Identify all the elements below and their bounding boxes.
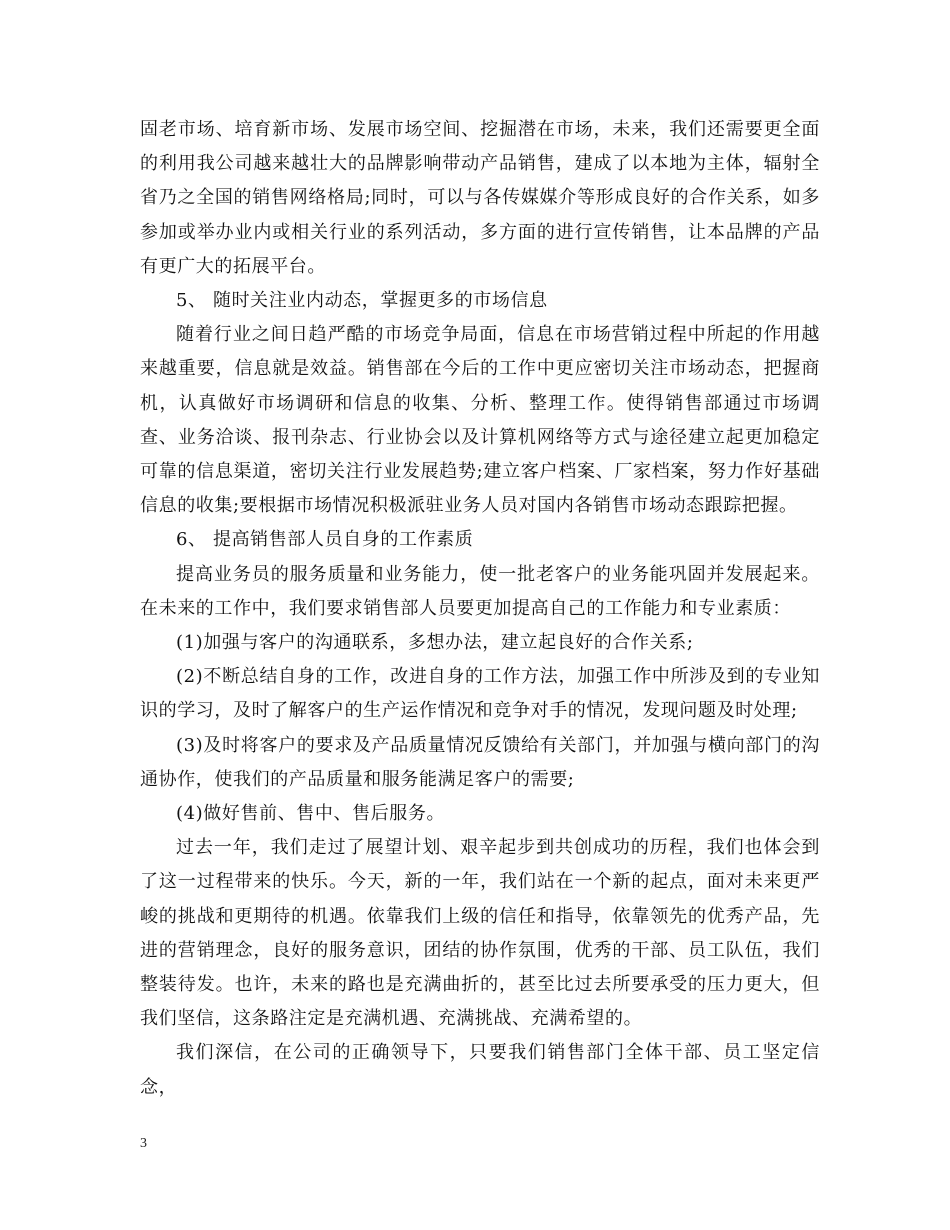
- paragraph-staff-quality: 提高业务员的服务质量和业务能力，使一批老客户的业务能巩固并发展起来。在未来的工作中，我们要求销售部人员要更加提高自己的工作能力和专业素质：: [140, 563, 820, 619]
- list-item-3: (3)及时将客户的要求及产品质量情况反馈给有关部门，并加强与横向部门的沟通协作，使我们的产品质量和服务能满足客户的需要;: [140, 734, 820, 790]
- page-number: 3: [140, 1136, 147, 1151]
- list-item-1: (1)加强与客户的沟通联系，多想办法，建立起良好的合作关系;: [176, 632, 694, 654]
- paragraph-market-expansion: 固老市场、培育新市场、发展市场空间、挖掘潜在市场，未来，我们还需要更全面的利用我公司越来越壮大的品牌影响带动产品销售，建成了以本地为主体，辐射全省乃之全国的销售网络格局;同时，可以与各传媒媒介等形成良好的合作关系，如多参加或举办业内或相关行业的系列活动，多方面的进行宣传销售，让本品牌的产品有更广大的拓展平台。: [140, 119, 820, 277]
- paragraph-conclusion: 我们深信，在公司的正确领导下，只要我们销售部门全体干部、员工坚定信念，: [140, 1042, 820, 1098]
- heading-item-6: 6、 提高销售部人员自身的工作素质: [176, 529, 474, 551]
- document-body: [140, 113, 820, 1105]
- list-item-4: (4)做好售前、售中、售后服务。: [176, 803, 446, 825]
- heading-item-5: 5、 随时关注业内动态，掌握更多的市场信息: [176, 290, 548, 312]
- list-item-2: (2)不断总结自身的工作，改进自身的工作方法，加强工作中所涉及到的专业知识的学习，及时了解客户的生产运作情况和竞争对手的情况，发现问题及时处理;: [140, 666, 820, 722]
- paragraph-past-year: 过去一年，我们走过了展望计划、艰辛起步到共创成功的历程，我们也体会到了这一过程带来的快乐。今天，新的一年，我们站在一个新的起点，面对未来更严峻的挑战和更期待的机遇。依靠我们上级的信任和指导，依靠领先的优秀产品，先进的营销理念，良好的服务意识，团结的协作氛围，优秀的干部、员工队伍，我们整装待发。也许，未来的路也是充满曲折的，甚至比过去所要承受的压力更大，但我们坚信，这条路注定是充满机遇、充满挑战、充满希望的。: [140, 837, 820, 1030]
- paragraph-market-information: 随着行业之间日趋严酷的市场竞争局面，信息在市场营销过程中所起的作用越来越重要，信息就是效益。销售部在今后的工作中更应密切关注市场动态，把握商机，认真做好市场调研和信息的收集、分析、整理工作。使得销售部通过市场调查、业务洽谈、报刊杂志、行业协会以及计算机网络等方式与途径建立起更加稳定可靠的信息渠道，密切关注行业发展趋势;建立客户档案、厂家档案，努力作好基础信息的收集;要根据市场情况积极派驻业务人员对国内各销售市场动态跟踪把握。: [140, 324, 820, 517]
